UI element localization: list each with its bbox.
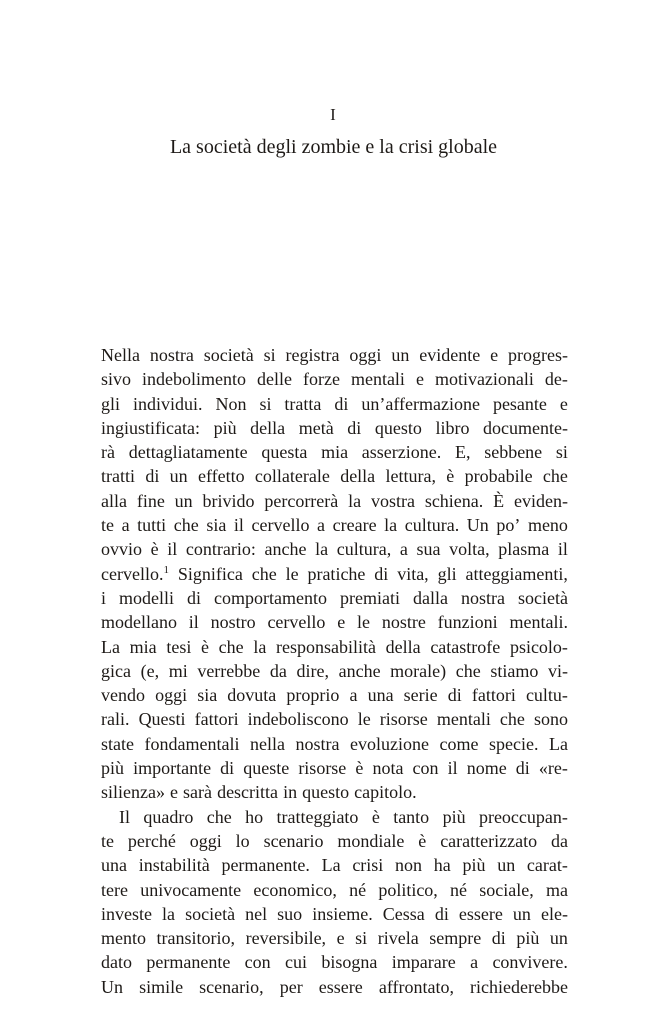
footnote-marker[interactable]: 1: [163, 563, 169, 576]
text-line: modellano il nostro cervello e le nostre funzioni mentali.: [101, 612, 568, 633]
chapter-number: I: [330, 105, 337, 124]
text-line: più importante di queste risorse è nota con il nome di «re-: [101, 758, 568, 779]
text-line: gica (e, mi verrebbe da dire, anche morale) che stiamo vi-: [101, 660, 568, 681]
paragraph: [101, 343, 568, 805]
text-line: una instabilità permanente. La crisi non ha più un carat-: [101, 855, 568, 876]
text-line: dato permanente con cui bisogna imparare a convivere.: [101, 952, 568, 973]
text-line: tere univocamente economico, né politico, né sociale, ma: [101, 879, 568, 900]
text-line: gli individui. Non si tratta di un’affermazione pesante e: [101, 393, 568, 414]
text-line: tratti di un effetto collaterale della lettura, è probabile che: [101, 466, 568, 487]
text-line: La mia tesi è che la responsabilità della catastrofe psicolo-: [101, 636, 568, 657]
text-line: ovvio è il contrario: anche la cultura, a sua volta, plasma il: [101, 539, 568, 560]
text-line: alla fine un brivido percorrerà la vostra schiena. È eviden-: [101, 490, 568, 511]
text-line: rà dettagliatamente questa mia asserzione. E, sebbene si: [101, 442, 568, 463]
text-line: ingiustificata: più della metà di questo libro documente-: [101, 417, 568, 438]
text-line: mento transitorio, reversibile, e si rivela sempre di più un: [101, 928, 568, 949]
text-line: sivo indebolimento delle forze mentali e motivazionali de-: [101, 369, 568, 390]
paragraph: [101, 805, 568, 999]
text-line: Nella nostra società si registra oggi un evidente e progres-: [101, 345, 568, 365]
chapter-title: La società degli zombie e la crisi globale: [169, 136, 498, 158]
text-line: te perché oggi lo scenario mondiale è caratterizzato da: [101, 830, 568, 851]
text-line: vendo oggi sia dovuta proprio a una serie di fattori cultu-: [101, 685, 568, 706]
text-line: state fondamentali nella nostra evoluzione come specie. La: [101, 733, 568, 754]
text-line: rali. Questi fattori indeboliscono le risorse mentali che sono: [101, 709, 568, 730]
text-line: te a tutti che sia il cervello a creare la cultura. Un po’ meno: [101, 515, 568, 536]
text-line: investe la società nel suo insieme. Cessa di essere un ele-: [101, 903, 568, 924]
body-text: [101, 343, 568, 999]
text-line: silienza» e sarà descritta in questo capitolo.: [101, 782, 417, 803]
text-line: i modelli di comportamento premiati dalla nostra società: [101, 587, 568, 608]
text-line: Un simile scenario, per essere affrontato, richiederebbe: [101, 976, 568, 997]
text-line: Il quadro che ho tratteggiato è tanto più preoccupan-: [119, 806, 568, 827]
text-line: cervello.$^1$ Significa che le pratiche di vita, gli atteggiamenti,: [101, 563, 568, 584]
